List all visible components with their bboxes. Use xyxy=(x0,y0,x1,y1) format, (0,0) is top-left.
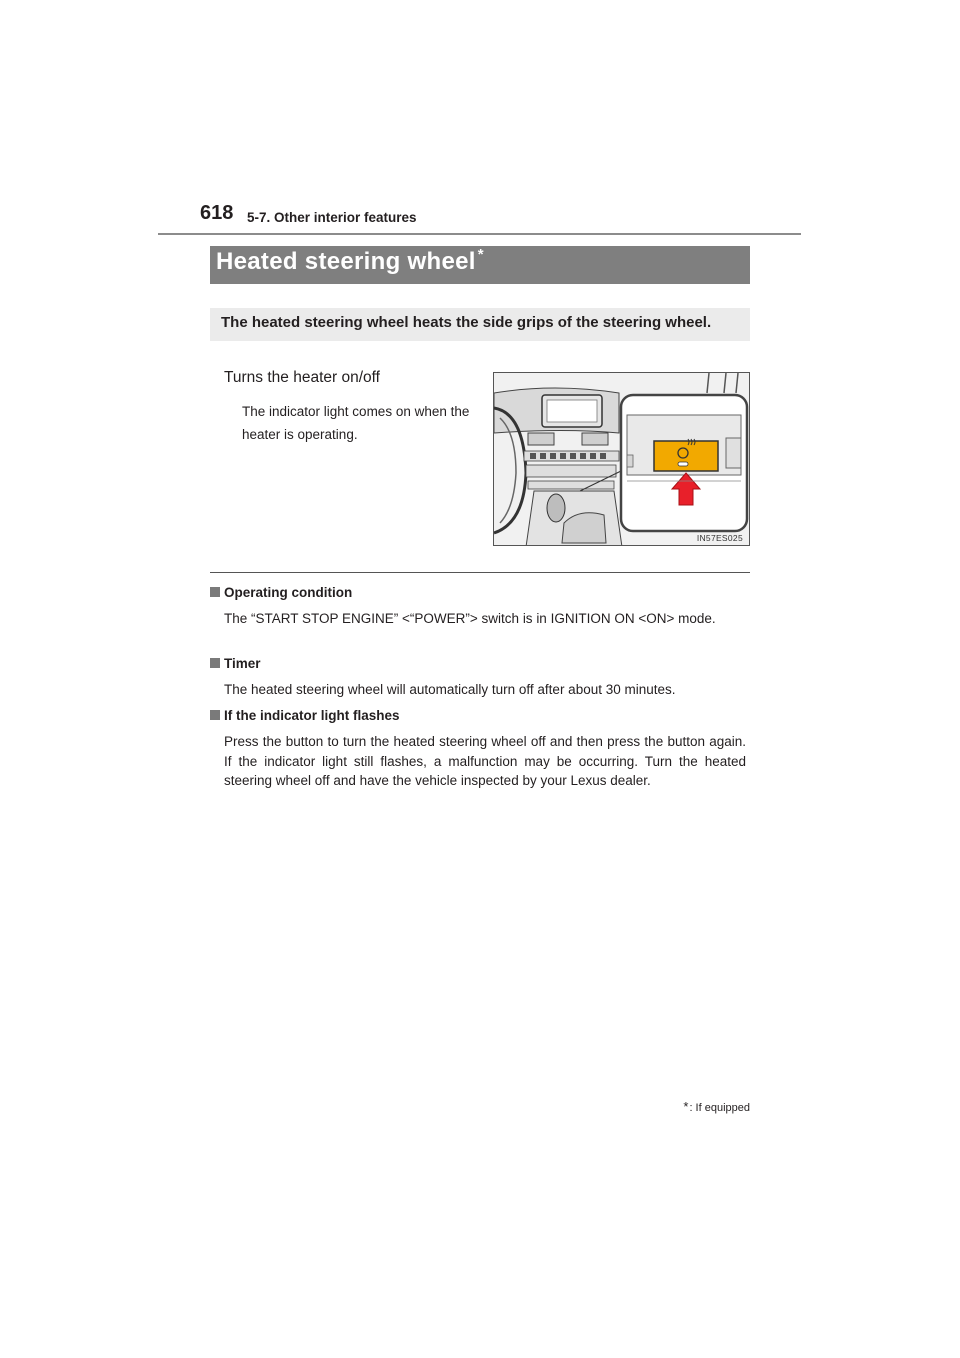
square-bullet-icon xyxy=(210,710,220,720)
footnote xyxy=(683,1099,750,1114)
note-heading-text: Operating condition xyxy=(224,585,353,600)
header-rule xyxy=(158,233,801,235)
note-heading-indicator-flashes xyxy=(210,708,400,723)
note-body-operating-condition: The “START STOP ENGINE” <“POWER”> switch is in IGNITION ON <ON> mode. xyxy=(224,611,716,626)
page-title xyxy=(216,248,484,276)
lead-text: The heated steering wheel heats the side grips of the steering wheel. xyxy=(221,314,712,331)
note-rule xyxy=(210,572,750,573)
square-bullet-icon xyxy=(210,658,220,668)
note-heading-timer xyxy=(210,656,261,671)
dashboard-drawing xyxy=(494,373,750,546)
square-bullet-icon xyxy=(210,587,220,597)
note-heading-text: Timer xyxy=(224,656,261,671)
note-heading-operating-condition xyxy=(210,585,352,600)
illustration-code: IN57ES025 xyxy=(696,533,743,543)
page-title-text: Heated steering wheel xyxy=(216,248,476,275)
step-heading: Turns the heater on/off xyxy=(224,369,380,386)
note-body-timer: The heated steering wheel will automatically turn off after about 30 minutes. xyxy=(224,682,676,697)
section-label: 5-7. Other interior features xyxy=(247,210,417,225)
footnote-marker: * xyxy=(683,1099,689,1114)
title-band xyxy=(210,246,750,284)
if-equipped-marker: * xyxy=(477,246,484,263)
note-heading-text: If the indicator light flashes xyxy=(224,708,400,723)
lead-band xyxy=(210,308,750,341)
page-number: 618 xyxy=(200,202,234,224)
step-detail: The indicator light comes on when the heater is operating. xyxy=(242,404,470,442)
note-body-indicator-flashes: Press the button to turn the heated steering wheel off and then press the button again. If the indicator light still flashes, a malfunction may be occurring. Turn the heated steering wheel off and have the vehicle inspected by your Lexus dealer. xyxy=(224,734,746,788)
heated-steering-switch-illustration xyxy=(493,372,750,546)
footnote-text: : If equipped xyxy=(689,1102,750,1114)
